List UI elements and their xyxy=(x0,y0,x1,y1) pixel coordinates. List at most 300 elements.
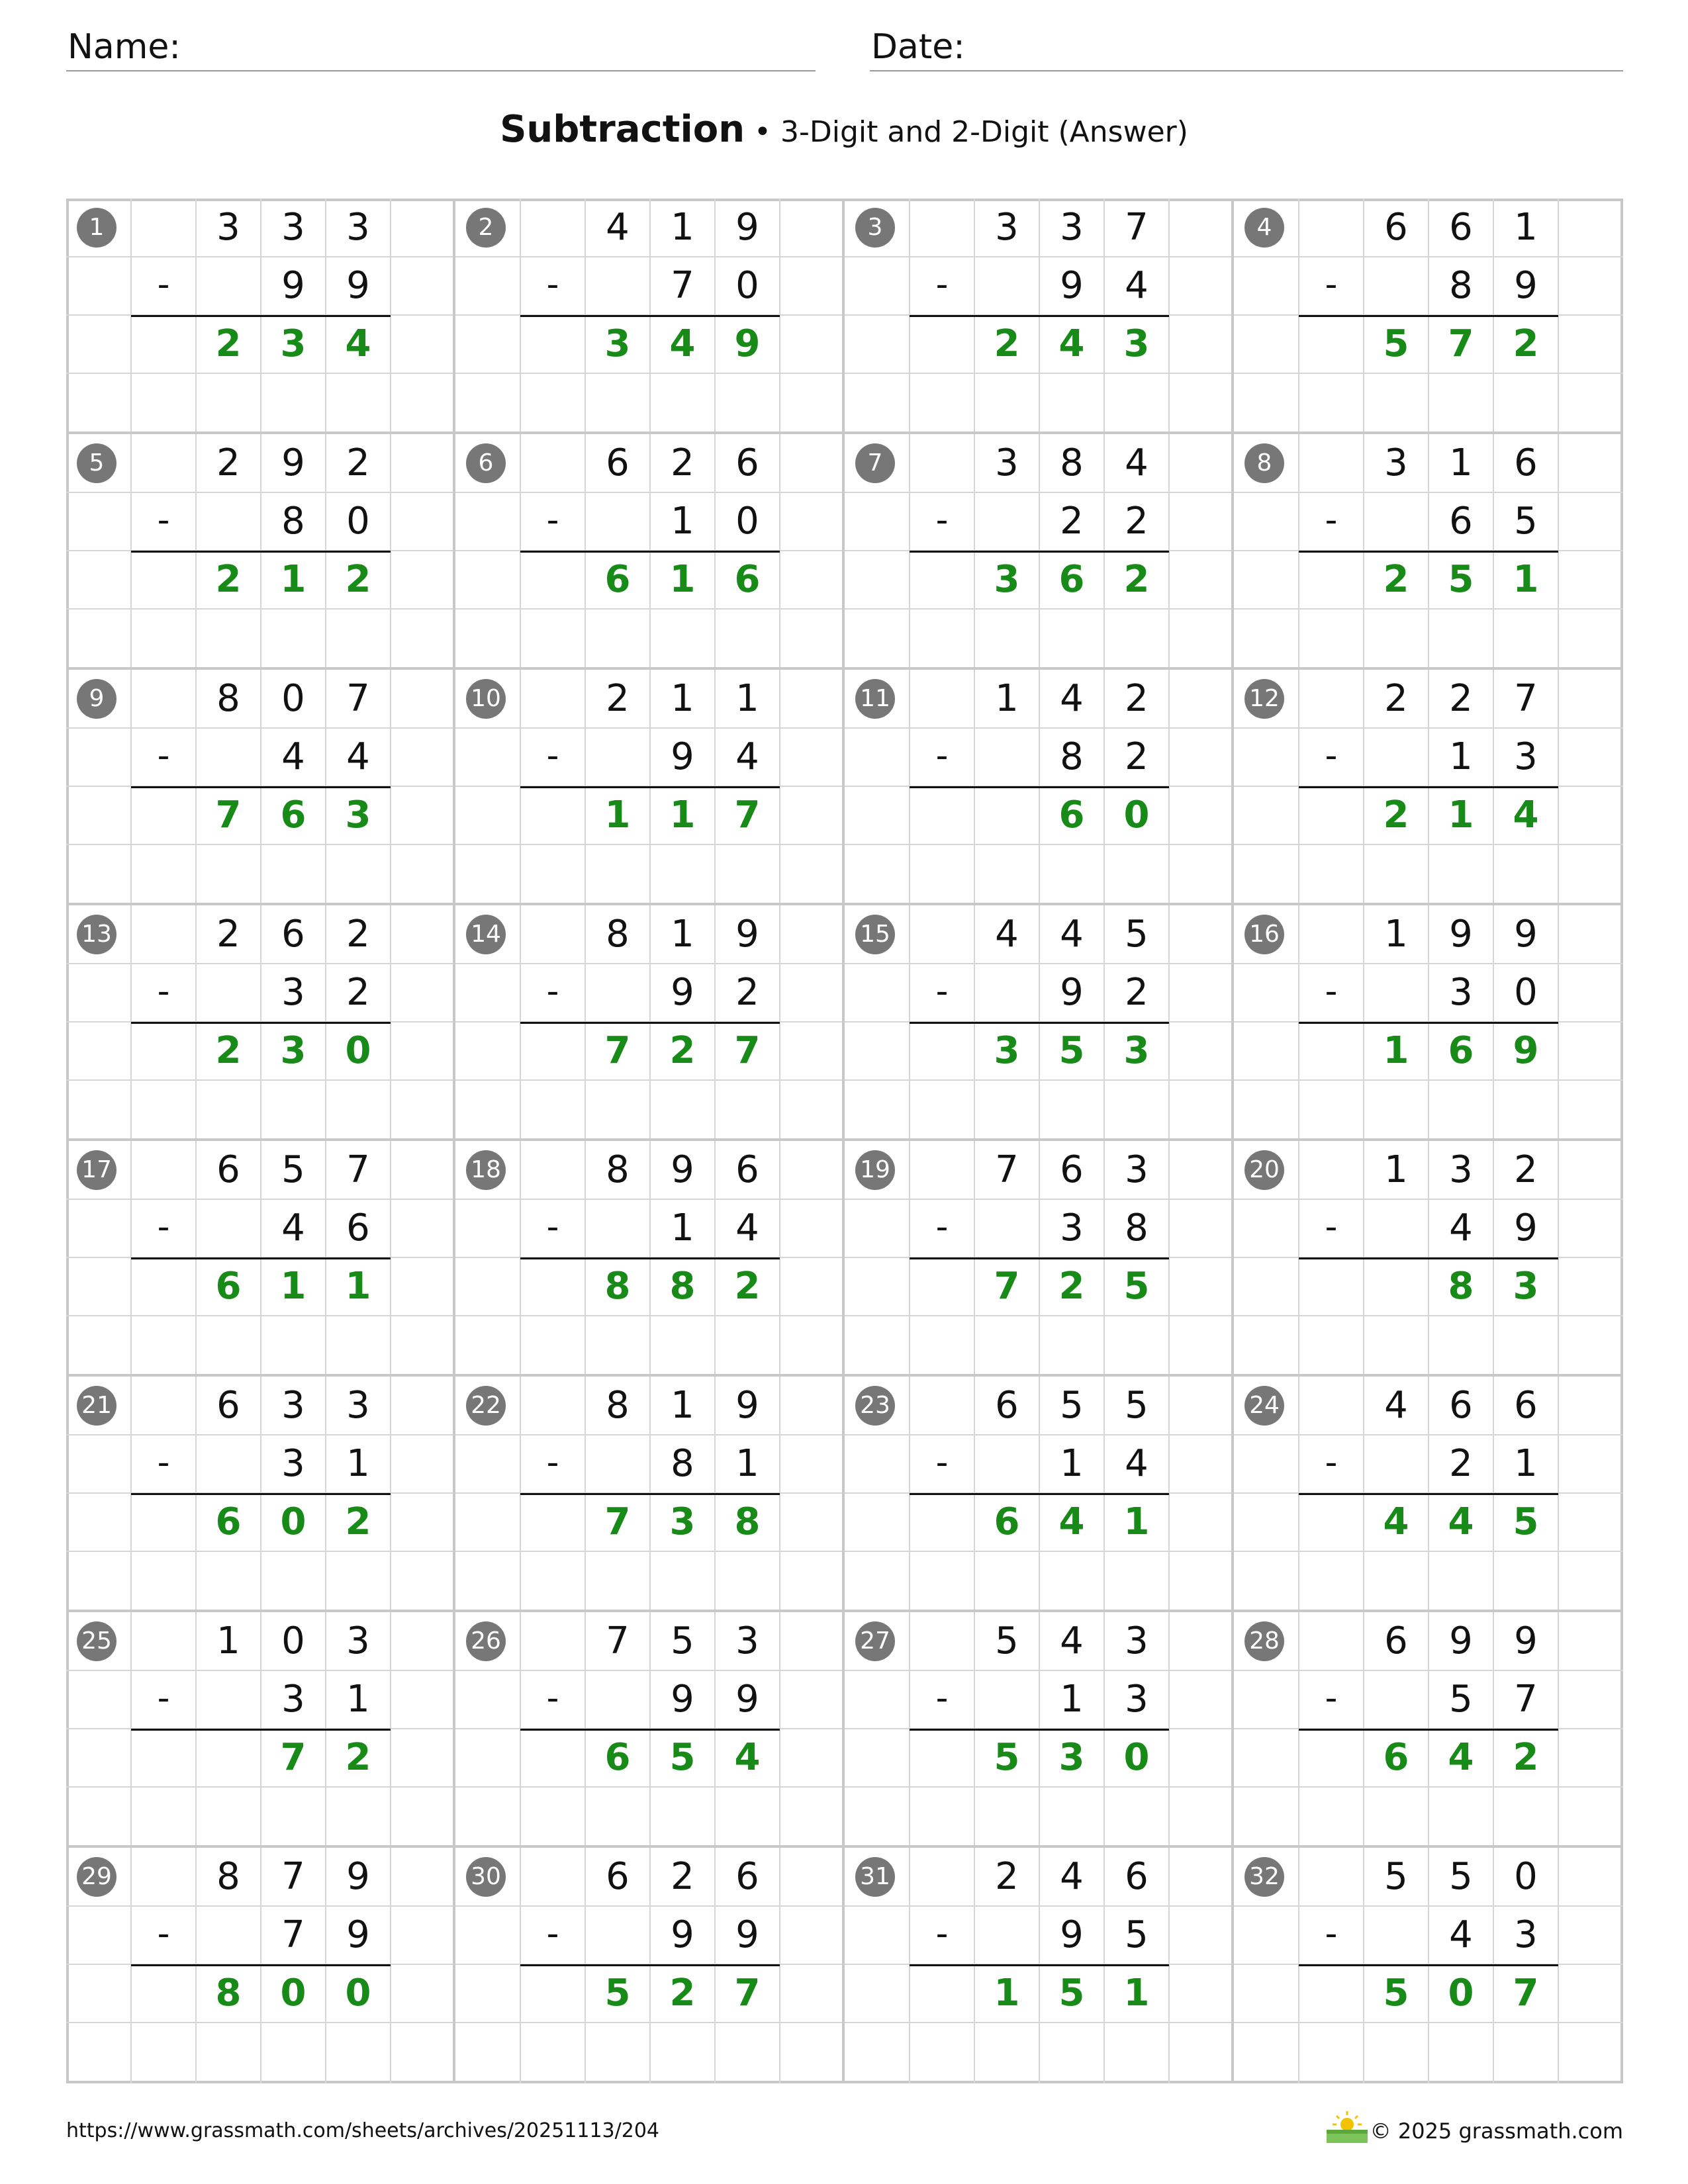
subtrahend-digit xyxy=(1364,492,1429,551)
answer-digit: 2 xyxy=(669,1029,696,1072)
subtrahend-digit xyxy=(1364,1199,1429,1257)
problem-cell xyxy=(66,1141,455,1377)
minuend-digit: 8 xyxy=(606,1384,630,1427)
answer-digit: 0 xyxy=(1448,1972,1474,2015)
answer-digit: 3 xyxy=(1123,322,1150,365)
subtrahend-digit: 9 xyxy=(1060,264,1084,307)
problem-number-badge: 16 xyxy=(1244,915,1284,954)
problem-number-badge: 3 xyxy=(855,208,895,248)
answer-digit: 8 xyxy=(215,1972,242,2015)
answer-rule xyxy=(520,551,780,553)
minuend-digit: 1 xyxy=(671,913,694,956)
minuend-digit: 5 xyxy=(281,1148,305,1191)
answer-digit: 5 xyxy=(1448,558,1474,601)
answer-digit: 7 xyxy=(734,794,761,837)
problem-number-badge: 23 xyxy=(855,1386,895,1426)
answer-digit: 1 xyxy=(669,794,696,837)
problem-cell xyxy=(455,1612,845,1848)
minus-sign: - xyxy=(935,1914,949,1954)
minuend-digit: 3 xyxy=(1384,441,1408,484)
answer-digit: 3 xyxy=(604,322,631,365)
minus-sign: - xyxy=(546,1207,559,1247)
answer-rule xyxy=(910,551,1169,553)
problem-cell xyxy=(845,1141,1234,1377)
minus-sign: - xyxy=(157,1914,170,1954)
title-separator: • xyxy=(745,115,780,149)
problem-cell xyxy=(845,199,1234,434)
subtrahend-digit: 3 xyxy=(1060,1206,1084,1250)
answer-digit: 3 xyxy=(280,322,306,365)
answer-digit: 4 xyxy=(1058,1500,1085,1543)
subtrahend-digit xyxy=(585,492,650,551)
problem-cell xyxy=(66,199,455,434)
answer-digit: 6 xyxy=(604,1736,631,1779)
subtrahend-digit xyxy=(585,728,650,786)
answer-rule xyxy=(910,1493,1169,1495)
minuend-digit: 5 xyxy=(1384,1855,1408,1898)
answer-digit xyxy=(974,786,1039,844)
subtrahend-digit: 2 xyxy=(735,971,759,1014)
minuend-digit: 5 xyxy=(1449,1855,1473,1898)
answer-digit: 7 xyxy=(1448,322,1474,365)
minuend-digit: 1 xyxy=(216,1619,240,1662)
answer-rule xyxy=(910,1257,1169,1259)
minuend-digit: 1 xyxy=(671,677,694,720)
problem-cell xyxy=(455,905,845,1141)
subtrahend-digit: 9 xyxy=(1514,1206,1538,1250)
subtrahend-digit: 1 xyxy=(671,1206,694,1250)
problem-number-badge: 25 xyxy=(77,1621,117,1661)
answer-rule xyxy=(1299,1729,1558,1731)
date-label: Date: xyxy=(871,27,965,67)
minus-sign: - xyxy=(157,972,170,1011)
subtrahend-digit: 7 xyxy=(1514,1678,1538,1721)
answer-digit: 1 xyxy=(280,1265,306,1308)
problem-cell xyxy=(1234,1848,1623,2083)
minuend-digit: 2 xyxy=(1384,677,1408,720)
problem-cell xyxy=(66,670,455,905)
answer-digit: 0 xyxy=(1123,794,1150,837)
subtrahend-digit: 9 xyxy=(346,264,370,307)
answer-rule xyxy=(1299,551,1558,553)
minuend-digit: 6 xyxy=(1449,1384,1473,1427)
minuend-digit: 3 xyxy=(1449,1148,1473,1191)
subtrahend-digit xyxy=(585,257,650,315)
minuend-digit: 4 xyxy=(1060,1619,1084,1662)
answer-digit: 0 xyxy=(345,1029,371,1072)
answer-digit: 2 xyxy=(1513,322,1539,365)
problem-number-badge: 8 xyxy=(1244,443,1284,483)
minuend-digit: 9 xyxy=(1449,1619,1473,1662)
problem-number-badge: 26 xyxy=(466,1621,506,1661)
minuend-digit: 2 xyxy=(346,441,370,484)
answer-rule xyxy=(520,315,780,317)
answer-digit: 1 xyxy=(1383,1029,1409,1072)
answer-digit: 3 xyxy=(345,794,371,837)
subtrahend-digit xyxy=(196,964,261,1022)
subtrahend-digit: 5 xyxy=(1125,1913,1149,1956)
subtrahend-digit: 9 xyxy=(671,735,694,778)
answer-digit: 1 xyxy=(1123,1500,1150,1543)
problem-cell xyxy=(845,434,1234,670)
answer-digit: 4 xyxy=(1513,794,1539,837)
problem-cell xyxy=(845,1848,1234,2083)
problem-cell xyxy=(845,905,1234,1141)
minuend-digit: 2 xyxy=(1125,677,1149,720)
answer-digit: 2 xyxy=(215,1029,242,1072)
minuend-digit: 6 xyxy=(995,1384,1019,1427)
answer-digit: 2 xyxy=(1383,558,1409,601)
subtrahend-digit: 2 xyxy=(1060,500,1084,543)
subtrahend-digit: 4 xyxy=(1449,1206,1473,1250)
minuend-digit: 2 xyxy=(1514,1148,1538,1191)
minuend-digit: 2 xyxy=(1449,677,1473,720)
minus-sign: - xyxy=(157,1678,170,1718)
answer-digit: 2 xyxy=(669,1972,696,2015)
answer-digit: 4 xyxy=(1058,322,1085,365)
minuend-digit: 7 xyxy=(1514,677,1538,720)
problem-cell xyxy=(1234,1377,1623,1612)
answer-digit: 2 xyxy=(734,1265,761,1308)
subtrahend-digit xyxy=(196,728,261,786)
problem-cell xyxy=(845,1377,1234,1612)
minuend-digit: 8 xyxy=(606,1148,630,1191)
problem-number-badge: 9 xyxy=(77,679,117,719)
subtrahend-digit xyxy=(585,964,650,1022)
subtrahend-digit xyxy=(1364,257,1429,315)
answer-digit: 6 xyxy=(994,1500,1020,1543)
answer-digit: 1 xyxy=(669,558,696,601)
minuend-digit: 3 xyxy=(995,441,1019,484)
subtrahend-digit: 0 xyxy=(735,264,759,307)
answer-rule xyxy=(520,1257,780,1259)
problem-number-badge: 1 xyxy=(77,208,117,248)
answer-digit: 4 xyxy=(734,1736,761,1779)
minus-sign: - xyxy=(1325,1678,1338,1718)
subtrahend-digit: 7 xyxy=(671,264,694,307)
subtrahend-digit: 7 xyxy=(281,1913,305,1956)
minus-sign: - xyxy=(157,500,170,540)
subtrahend-digit xyxy=(974,1906,1039,1964)
problem-number-badge: 2 xyxy=(466,208,506,248)
answer-rule xyxy=(1299,315,1558,317)
minuend-digit: 3 xyxy=(346,1384,370,1427)
name-field[interactable] xyxy=(66,24,816,71)
subtrahend-digit: 3 xyxy=(281,1678,305,1721)
answer-digit: 1 xyxy=(280,558,306,601)
answer-rule xyxy=(131,315,391,317)
answer-digit: 2 xyxy=(1058,1265,1085,1308)
subtrahend-digit: 9 xyxy=(1060,1913,1084,1956)
answer-rule xyxy=(131,551,391,553)
minuend-digit: 3 xyxy=(281,1384,305,1427)
subtrahend-digit: 3 xyxy=(1125,1678,1149,1721)
answer-rule xyxy=(910,1964,1169,1966)
subtrahend-digit: 8 xyxy=(281,500,305,543)
answer-digit: 5 xyxy=(1123,1265,1150,1308)
subtrahend-digit: 9 xyxy=(346,1913,370,1956)
minuend-digit: 3 xyxy=(346,1619,370,1662)
answer-digit: 2 xyxy=(1513,1736,1539,1779)
subtrahend-digit: 8 xyxy=(1060,735,1084,778)
answer-digit: 0 xyxy=(1123,1736,1150,1779)
minus-sign: - xyxy=(157,1443,170,1482)
answer-digit: 6 xyxy=(604,558,631,601)
problem-cell xyxy=(1234,199,1623,434)
answer-digit: 7 xyxy=(280,1736,306,1779)
minuend-digit: 6 xyxy=(1125,1855,1149,1898)
subtrahend-digit: 1 xyxy=(735,1442,759,1485)
subtrahend-digit: 2 xyxy=(1125,735,1149,778)
minuend-digit: 3 xyxy=(1125,1148,1149,1191)
subtrahend-digit: 4 xyxy=(1125,1442,1149,1485)
problem-number-badge: 18 xyxy=(466,1150,506,1190)
minuend-digit: 9 xyxy=(735,1384,759,1427)
minus-sign: - xyxy=(157,265,170,304)
subtrahend-digit: 3 xyxy=(281,1442,305,1485)
minuend-digit: 3 xyxy=(346,206,370,249)
subtrahend-digit: 3 xyxy=(281,971,305,1014)
subtrahend-digit: 4 xyxy=(735,735,759,778)
subtrahend-digit xyxy=(585,1199,650,1257)
answer-digit: 2 xyxy=(215,558,242,601)
subtrahend-digit xyxy=(1364,728,1429,786)
subtrahend-digit: 3 xyxy=(1514,735,1538,778)
answer-digit: 6 xyxy=(1058,558,1085,601)
answer-rule xyxy=(131,1257,391,1259)
subtrahend-digit: 1 xyxy=(1060,1442,1084,1485)
minus-sign: - xyxy=(935,1443,949,1482)
minuend-digit: 4 xyxy=(606,206,630,249)
minuend-digit: 6 xyxy=(1060,1148,1084,1191)
subtrahend-digit: 6 xyxy=(346,1206,370,1250)
grassmath-logo-icon xyxy=(1324,2110,1370,2144)
answer-digit: 7 xyxy=(734,1972,761,2015)
answer-digit: 1 xyxy=(1448,794,1474,837)
answer-digit xyxy=(1364,1257,1429,1316)
subtrahend-digit xyxy=(974,1199,1039,1257)
minuend-digit: 8 xyxy=(216,677,240,720)
problem-cell xyxy=(455,1141,845,1377)
minuend-digit: 3 xyxy=(216,206,240,249)
answer-rule xyxy=(910,1729,1169,1731)
minus-sign: - xyxy=(935,500,949,540)
minuend-digit: 4 xyxy=(995,913,1019,956)
subtrahend-digit: 9 xyxy=(671,971,694,1014)
problem-number-badge: 4 xyxy=(1244,208,1284,248)
problem-cell xyxy=(1234,1141,1623,1377)
answer-digit: 5 xyxy=(1383,322,1409,365)
problem-cell xyxy=(455,434,845,670)
answer-digit: 8 xyxy=(604,1265,631,1308)
subtrahend-digit xyxy=(974,1435,1039,1493)
answer-digit: 3 xyxy=(669,1500,696,1543)
subtrahend-digit xyxy=(196,257,261,315)
minuend-digit: 4 xyxy=(1060,677,1084,720)
subtrahend-digit xyxy=(196,492,261,551)
problem-cell xyxy=(66,1377,455,1612)
footer-url[interactable]: https://www.grassmath.com/sheets/archives/20251113/204 xyxy=(66,2119,660,2142)
subtrahend-digit xyxy=(196,1670,261,1729)
problem-cell xyxy=(1234,434,1623,670)
answer-digit: 6 xyxy=(215,1500,242,1543)
answer-digit: 6 xyxy=(1448,1029,1474,1072)
subtrahend-digit: 9 xyxy=(1514,264,1538,307)
subtrahend-digit: 1 xyxy=(671,500,694,543)
minuend-digit: 8 xyxy=(1060,441,1084,484)
minuend-digit: 6 xyxy=(735,441,759,484)
answer-digit: 6 xyxy=(734,558,761,601)
problem-cell xyxy=(1234,905,1623,1141)
problem-cell xyxy=(66,434,455,670)
subtrahend-digit: 0 xyxy=(1514,971,1538,1014)
minus-sign: - xyxy=(935,736,949,776)
subtrahend-digit: 1 xyxy=(346,1442,370,1485)
minuend-digit: 0 xyxy=(1514,1855,1538,1898)
title-main: Subtraction xyxy=(500,108,745,151)
subtrahend-digit: 9 xyxy=(671,1913,694,1956)
answer-digit: 4 xyxy=(1448,1736,1474,1779)
problem-cell xyxy=(1234,670,1623,905)
minuend-digit: 1 xyxy=(995,677,1019,720)
minus-sign: - xyxy=(1325,265,1338,304)
minuend-digit: 1 xyxy=(671,1384,694,1427)
minus-sign: - xyxy=(546,1443,559,1482)
footer-copyright: © 2025 grassmath.com xyxy=(1370,2118,1623,2144)
minus-sign: - xyxy=(935,1678,949,1718)
problem-number-badge: 11 xyxy=(855,679,895,719)
answer-digit: 9 xyxy=(734,322,761,365)
answer-digit: 1 xyxy=(1513,558,1539,601)
minuend-digit: 7 xyxy=(1125,206,1149,249)
minus-sign: - xyxy=(546,1914,559,1954)
problem-cell xyxy=(66,1612,455,1848)
answer-digit: 8 xyxy=(1448,1265,1474,1308)
minus-sign: - xyxy=(935,972,949,1011)
subtrahend-digit: 4 xyxy=(1125,264,1149,307)
minuend-digit: 5 xyxy=(1125,1384,1149,1427)
problem-cell xyxy=(1234,1612,1623,1848)
answer-digit: 6 xyxy=(1058,794,1085,837)
subtrahend-digit: 4 xyxy=(281,735,305,778)
answer-digit: 4 xyxy=(1448,1500,1474,1543)
subtrahend-digit: 1 xyxy=(346,1678,370,1721)
minuend-digit: 6 xyxy=(1514,1384,1538,1427)
minuend-digit: 6 xyxy=(1514,441,1538,484)
answer-digit: 3 xyxy=(280,1029,306,1072)
minus-sign: - xyxy=(546,265,559,304)
minus-sign: - xyxy=(1325,500,1338,540)
minuend-digit: 7 xyxy=(346,1148,370,1191)
subtrahend-digit xyxy=(585,1435,650,1493)
problem-number-badge: 21 xyxy=(77,1386,117,1426)
minuend-digit: 7 xyxy=(606,1619,630,1662)
subtrahend-digit: 9 xyxy=(735,1913,759,1956)
minuend-digit: 1 xyxy=(1384,1148,1408,1191)
answer-digit: 4 xyxy=(1383,1500,1409,1543)
problem-number-badge: 5 xyxy=(77,443,117,483)
minuend-digit: 7 xyxy=(346,677,370,720)
problem-number-badge: 24 xyxy=(1244,1386,1284,1426)
answer-digit: 3 xyxy=(1513,1265,1539,1308)
problem-number-badge: 32 xyxy=(1244,1857,1284,1897)
subtrahend-digit: 0 xyxy=(735,500,759,543)
minuend-digit: 6 xyxy=(216,1148,240,1191)
subtrahend-digit xyxy=(974,1670,1039,1729)
minuend-digit: 9 xyxy=(346,1855,370,1898)
problem-number-badge: 30 xyxy=(466,1857,506,1897)
problem-cell xyxy=(66,1848,455,2083)
problem-number-badge: 7 xyxy=(855,443,895,483)
minuend-digit: 0 xyxy=(281,677,305,720)
minuend-digit: 2 xyxy=(671,1855,694,1898)
minuend-digit: 0 xyxy=(281,1619,305,1662)
subtrahend-digit: 5 xyxy=(1514,500,1538,543)
problem-cell xyxy=(455,1848,845,2083)
answer-digit: 2 xyxy=(345,1500,371,1543)
minuend-digit: 6 xyxy=(1449,206,1473,249)
answer-rule xyxy=(1299,1022,1558,1024)
subtrahend-digit xyxy=(1364,1435,1429,1493)
answer-digit: 5 xyxy=(1058,1029,1085,1072)
minuend-digit: 5 xyxy=(1060,1384,1084,1427)
subtrahend-digit: 2 xyxy=(1125,971,1149,1014)
minus-sign: - xyxy=(546,972,559,1011)
minuend-digit: 9 xyxy=(1449,913,1473,956)
problem-cell xyxy=(455,1377,845,1612)
answer-digit: 7 xyxy=(734,1029,761,1072)
minuend-digit: 8 xyxy=(216,1855,240,1898)
problem-cell xyxy=(455,199,845,434)
answer-digit: 5 xyxy=(1513,1500,1539,1543)
answer-digit: 7 xyxy=(1513,1972,1539,2015)
subtrahend-digit: 2 xyxy=(346,971,370,1014)
answer-digit: 7 xyxy=(604,1029,631,1072)
minuend-digit: 6 xyxy=(735,1148,759,1191)
answer-digit: 0 xyxy=(345,1972,371,2015)
minuend-digit: 4 xyxy=(1060,913,1084,956)
minuend-digit: 2 xyxy=(671,441,694,484)
problem-cell xyxy=(845,670,1234,905)
answer-rule xyxy=(131,1493,391,1495)
answer-digit: 6 xyxy=(1383,1736,1409,1779)
problem-number-badge: 19 xyxy=(855,1150,895,1190)
minuend-digit: 6 xyxy=(606,1855,630,1898)
subtrahend-digit: 8 xyxy=(1449,264,1473,307)
date-field[interactable] xyxy=(870,24,1623,71)
minuend-digit: 6 xyxy=(281,913,305,956)
answer-digit: 1 xyxy=(604,794,631,837)
title-subtitle: 3-Digit and 2-Digit (Answer) xyxy=(780,115,1188,149)
answer-digit: 3 xyxy=(994,1029,1020,1072)
minuend-digit: 5 xyxy=(671,1619,694,1662)
minuend-digit: 1 xyxy=(671,206,694,249)
minuend-digit: 9 xyxy=(281,441,305,484)
minuend-digit: 6 xyxy=(606,441,630,484)
problem-number-badge: 31 xyxy=(855,1857,895,1897)
minuend-digit: 5 xyxy=(1125,913,1149,956)
minuend-digit: 6 xyxy=(1384,1619,1408,1662)
minus-sign: - xyxy=(546,736,559,776)
answer-digit: 2 xyxy=(1383,794,1409,837)
answer-digit: 1 xyxy=(345,1265,371,1308)
minuend-digit: 6 xyxy=(1384,206,1408,249)
subtrahend-digit xyxy=(1364,964,1429,1022)
answer-digit: 4 xyxy=(345,322,371,365)
answer-digit: 5 xyxy=(604,1972,631,2015)
problem-number-badge: 12 xyxy=(1244,679,1284,719)
minuend-digit: 2 xyxy=(995,1855,1019,1898)
